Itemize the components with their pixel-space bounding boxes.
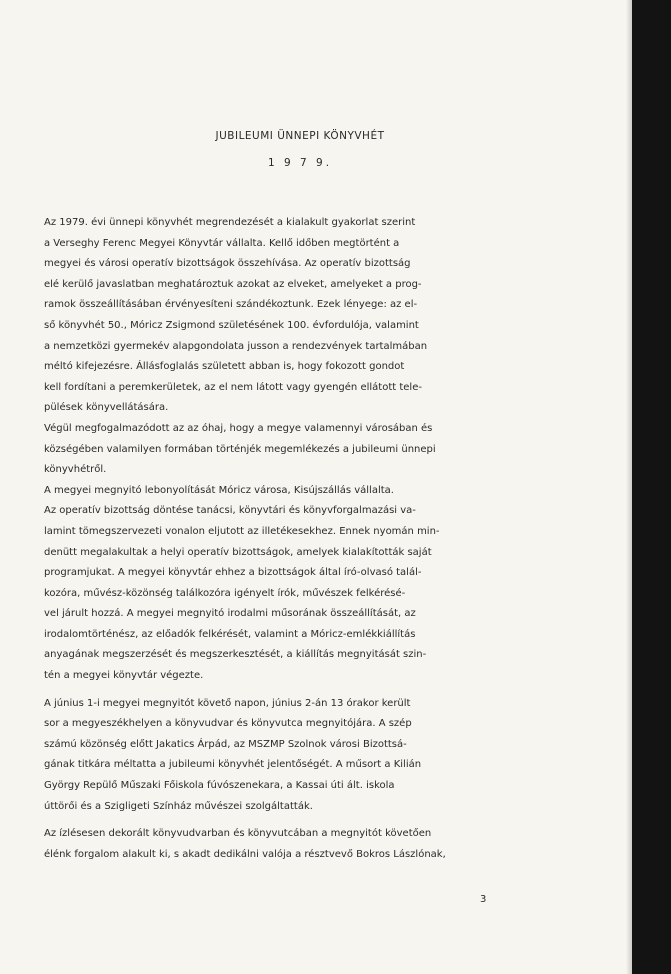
text-line: kozóra, művész-közönség találkozóra igényelt írók, művészek felkérésé-: [44, 587, 406, 599]
text-line: György Repülő Műszaki Főiskola fúvószenekara, a Kassai úti ált. iskola: [44, 780, 395, 792]
text-line: A megyei megnyitó lebonyolítását Móricz városa, Kisújszállás vállalta.: [44, 484, 394, 496]
paragraph-2: [44, 419, 556, 481]
paragraph-5: [44, 694, 556, 818]
text-line: gának titkára méltatta a jubileumi könyvhét jelentőségét. A műsort a Kilián: [44, 759, 422, 771]
text-line: anyagának megszerzését és megszerkesztését, a kiállítás megnyitását szin-: [44, 649, 427, 661]
text-line: Az ízlésesen dekorált könyvudvarban és könyvutcában a megnyitót követően: [44, 828, 432, 840]
text-line: úttörői és a Szigligeti Színház művészei szolgáltatták.: [44, 800, 313, 812]
text-line: megyei és városi operatív bizottságok összehívása. Az operatív bizottság: [44, 258, 411, 270]
text-line: programjukat. A megyei könyvtár ehhez a bizottságok által író-olvasó talál-: [44, 567, 422, 579]
text-line: könyvhétről.: [44, 464, 107, 476]
text-line: méltó kifejezésre. Állásfoglalás született abban is, hogy fokozott gondot: [44, 361, 405, 373]
text-line: pülések könyvellátására.: [44, 402, 169, 414]
text-line: A június 1-i megyei megnyitót követő napon, június 2-án 13 órakor került: [44, 697, 411, 709]
paragraph-4: [44, 501, 556, 686]
paragraph-3: [44, 481, 556, 502]
text-line: elé kerülő javaslatban meghatároztuk azokat az elveket, amelyeket a prog-: [44, 278, 422, 290]
text-line: a nemzetközi gyermekév alapgondolata jusson a rendezvények tartalmában: [44, 340, 428, 352]
paragraph-1: [44, 213, 556, 419]
paragraph-6: [44, 824, 556, 865]
dark-scan-border: [632, 0, 671, 974]
text-line: Végül megfogalmazódott az az óhaj, hogy a megye valamennyi városában és: [44, 422, 433, 434]
text-line: denütt megalakultak a helyi operatív bizottságok, amelyek kialakították saját: [44, 546, 432, 558]
text-line: tén a megyei könyvtár végezte.: [44, 670, 204, 682]
body-text: [44, 213, 556, 865]
text-line: irodalomtörténész, az előadók felkérését, valamint a Móricz-emlékkiállítás: [44, 628, 416, 640]
text-line: ramok összeállításában érvényesíteni szándékoztunk. Ezek lényege: az el-: [44, 299, 418, 311]
text-line: Az 1979. évi ünnepi könyvhét megrendezését a kialakult gyakorlat szerint: [44, 217, 416, 228]
text-line: lamint tömegszervezeti vonalon eljutott az illetékesekhez. Ennek nyomán min-: [44, 525, 440, 537]
text-line: sor a megyeszékhelyen a könyvudvar és könyvutca megnyitójára. A szép: [44, 718, 412, 730]
text-line: számú közönség előtt Jakatics Árpád, az MSZMP Szolnok városi Bizottsá-: [44, 738, 407, 750]
text-line: kell fordítani a peremkerületek, az el nem látott vagy gyengén ellátott tele-: [44, 381, 422, 393]
text-line: Az operatív bizottság döntése tanácsi, könyvtári és könyvforgalmazási va-: [44, 505, 416, 517]
text-line: ső könyvhét 50., Móricz Zsigmond születésének 100. évfordulója, valamint: [44, 319, 419, 331]
document-year: 1 9 7 9.: [267, 157, 333, 169]
text-line: vel járult hozzá. A megyei megnyitó irodalmi műsorának összeállítását, az: [44, 608, 416, 620]
document-title: JUBILEUMI ÜNNEPI KÖNYVHÉT: [215, 130, 385, 142]
page-number: 3: [480, 894, 487, 905]
text-line: élénk forgalom alakult ki, s akadt dedikálni valója a résztvevő Bokros Lászlónak,: [44, 848, 446, 860]
text-line: a Verseghy Ferenc Megyei Könyvtár vállalta. Kellő időben megtörtént a: [44, 237, 400, 249]
text-line: községében valamilyen formában történjék megemlékezés a jubileumi ünnepi: [44, 443, 436, 455]
